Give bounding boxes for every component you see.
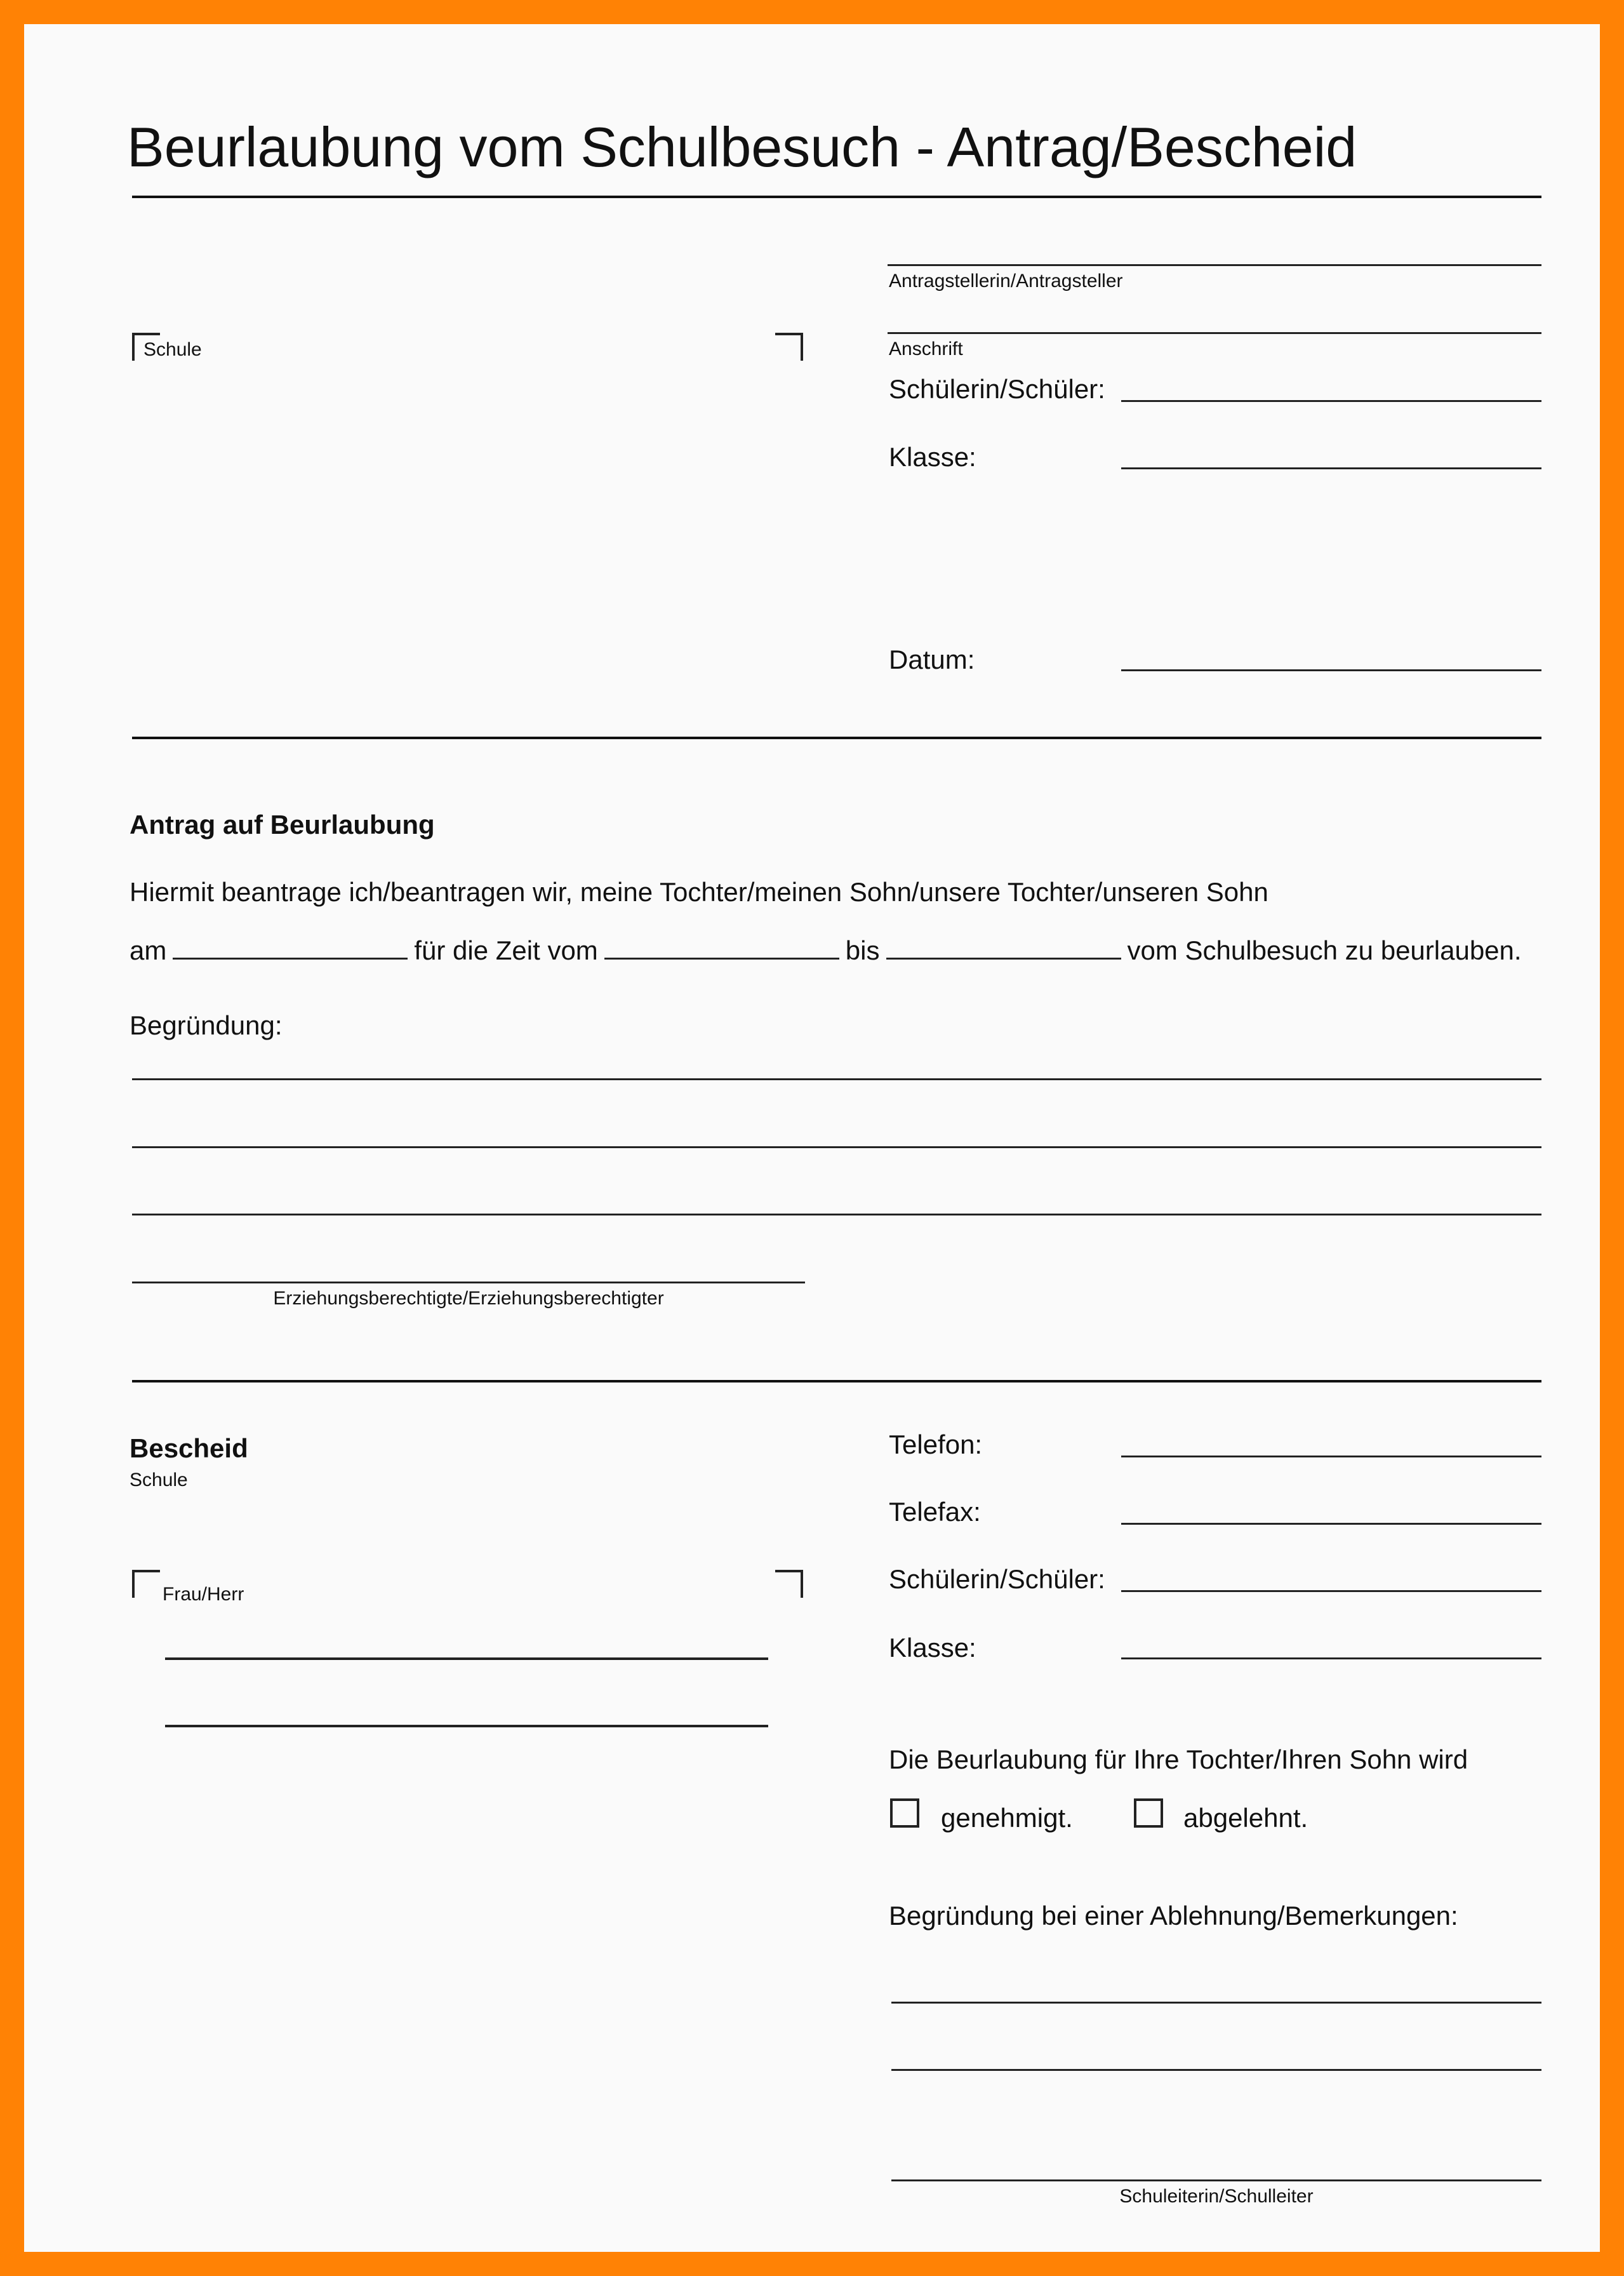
request-heading: Antrag auf Beurlaubung: [130, 810, 435, 840]
decision-statement: Die Beurlaubung für Ihre Tochter/Ihren Sohn wird: [889, 1744, 1468, 1774]
applicant-field[interactable]: [888, 264, 1541, 266]
form-sheet: [24, 24, 1600, 2252]
decision-student-label: Schülerin/Schüler:: [889, 1564, 1105, 1594]
recipient-window-corner-top-right: [775, 1570, 803, 1598]
period-from-field[interactable]: [604, 957, 839, 960]
section-divider-request: [132, 737, 1541, 739]
decision-student-field[interactable]: [1121, 1590, 1541, 1592]
recipient-label: Frau/Herr: [163, 1584, 244, 1605]
decision-school-label: Schule: [130, 1469, 188, 1490]
address-label: Anschrift: [889, 338, 963, 359]
rejected-label: abgelehnt.: [1183, 1803, 1308, 1833]
date-label: Datum:: [889, 645, 975, 674]
page-title: Beurlaubung vom Schulbesuch - Antrag/Bescheid: [127, 116, 1357, 178]
reason-line-3[interactable]: [132, 1214, 1541, 1215]
rejected-checkbox[interactable]: [1134, 1798, 1163, 1828]
student-label: Schülerin/Schüler:: [889, 374, 1105, 404]
recipient-window-corner-top-left: [132, 1570, 160, 1598]
school-label: Schule: [143, 339, 202, 360]
approved-label: genehmigt.: [941, 1803, 1073, 1833]
reason-line-1[interactable]: [132, 1078, 1541, 1080]
reason-line-2[interactable]: [132, 1146, 1541, 1148]
principal-signature-field[interactable]: [891, 2179, 1541, 2181]
applicant-label: Antragstellerin/Antragsteller: [889, 271, 1123, 291]
period-until-field[interactable]: [886, 957, 1121, 960]
guardian-signature-field[interactable]: [132, 1282, 805, 1283]
section-divider-decision: [132, 1380, 1541, 1382]
reason-label: Begründung:: [130, 1010, 283, 1040]
decision-heading: Bescheid: [130, 1433, 248, 1463]
decision-class-field[interactable]: [1121, 1657, 1541, 1659]
remarks-label: Begründung bei einer Ablehnung/Bemerkungen:: [889, 1901, 1458, 1931]
fax-label: Telefax:: [889, 1497, 981, 1527]
phone-field[interactable]: [1121, 1456, 1541, 1457]
approved-checkbox[interactable]: [890, 1798, 919, 1828]
period-from-label: für die Zeit vom: [414, 935, 598, 965]
date-am-field[interactable]: [173, 957, 408, 960]
until-label: bis: [845, 935, 880, 965]
remarks-line-2[interactable]: [891, 2069, 1541, 2071]
student-field[interactable]: [1121, 400, 1541, 402]
title-divider: [132, 196, 1541, 198]
guardian-signature-label: Erziehungsberechtigte/Erziehungsberechtigter: [273, 1288, 664, 1309]
recipient-line-2[interactable]: [165, 1725, 768, 1727]
date-field[interactable]: [1121, 669, 1541, 671]
class-label: Klasse:: [889, 442, 976, 472]
decision-class-label: Klasse:: [889, 1633, 976, 1663]
request-text-line1: Hiermit beantrage ich/beantragen wir, meine Tochter/meinen Sohn/unsere Tochter/unseren Sohn: [130, 877, 1268, 907]
request-text-line2: [130, 937, 1522, 964]
principal-signature-label: Schuleiterin/Schulleiter: [1119, 2186, 1314, 2207]
remarks-line-1[interactable]: [891, 2002, 1541, 2004]
address-field[interactable]: [888, 332, 1541, 334]
am-label: am: [130, 935, 167, 965]
address-window-corner-top-right: [775, 333, 803, 361]
class-field[interactable]: [1121, 467, 1541, 469]
recipient-line-1[interactable]: [165, 1657, 768, 1660]
phone-label: Telefon:: [889, 1429, 983, 1459]
request-ending-text: vom Schulbesuch zu beurlauben.: [1127, 935, 1522, 965]
fax-field[interactable]: [1121, 1523, 1541, 1525]
